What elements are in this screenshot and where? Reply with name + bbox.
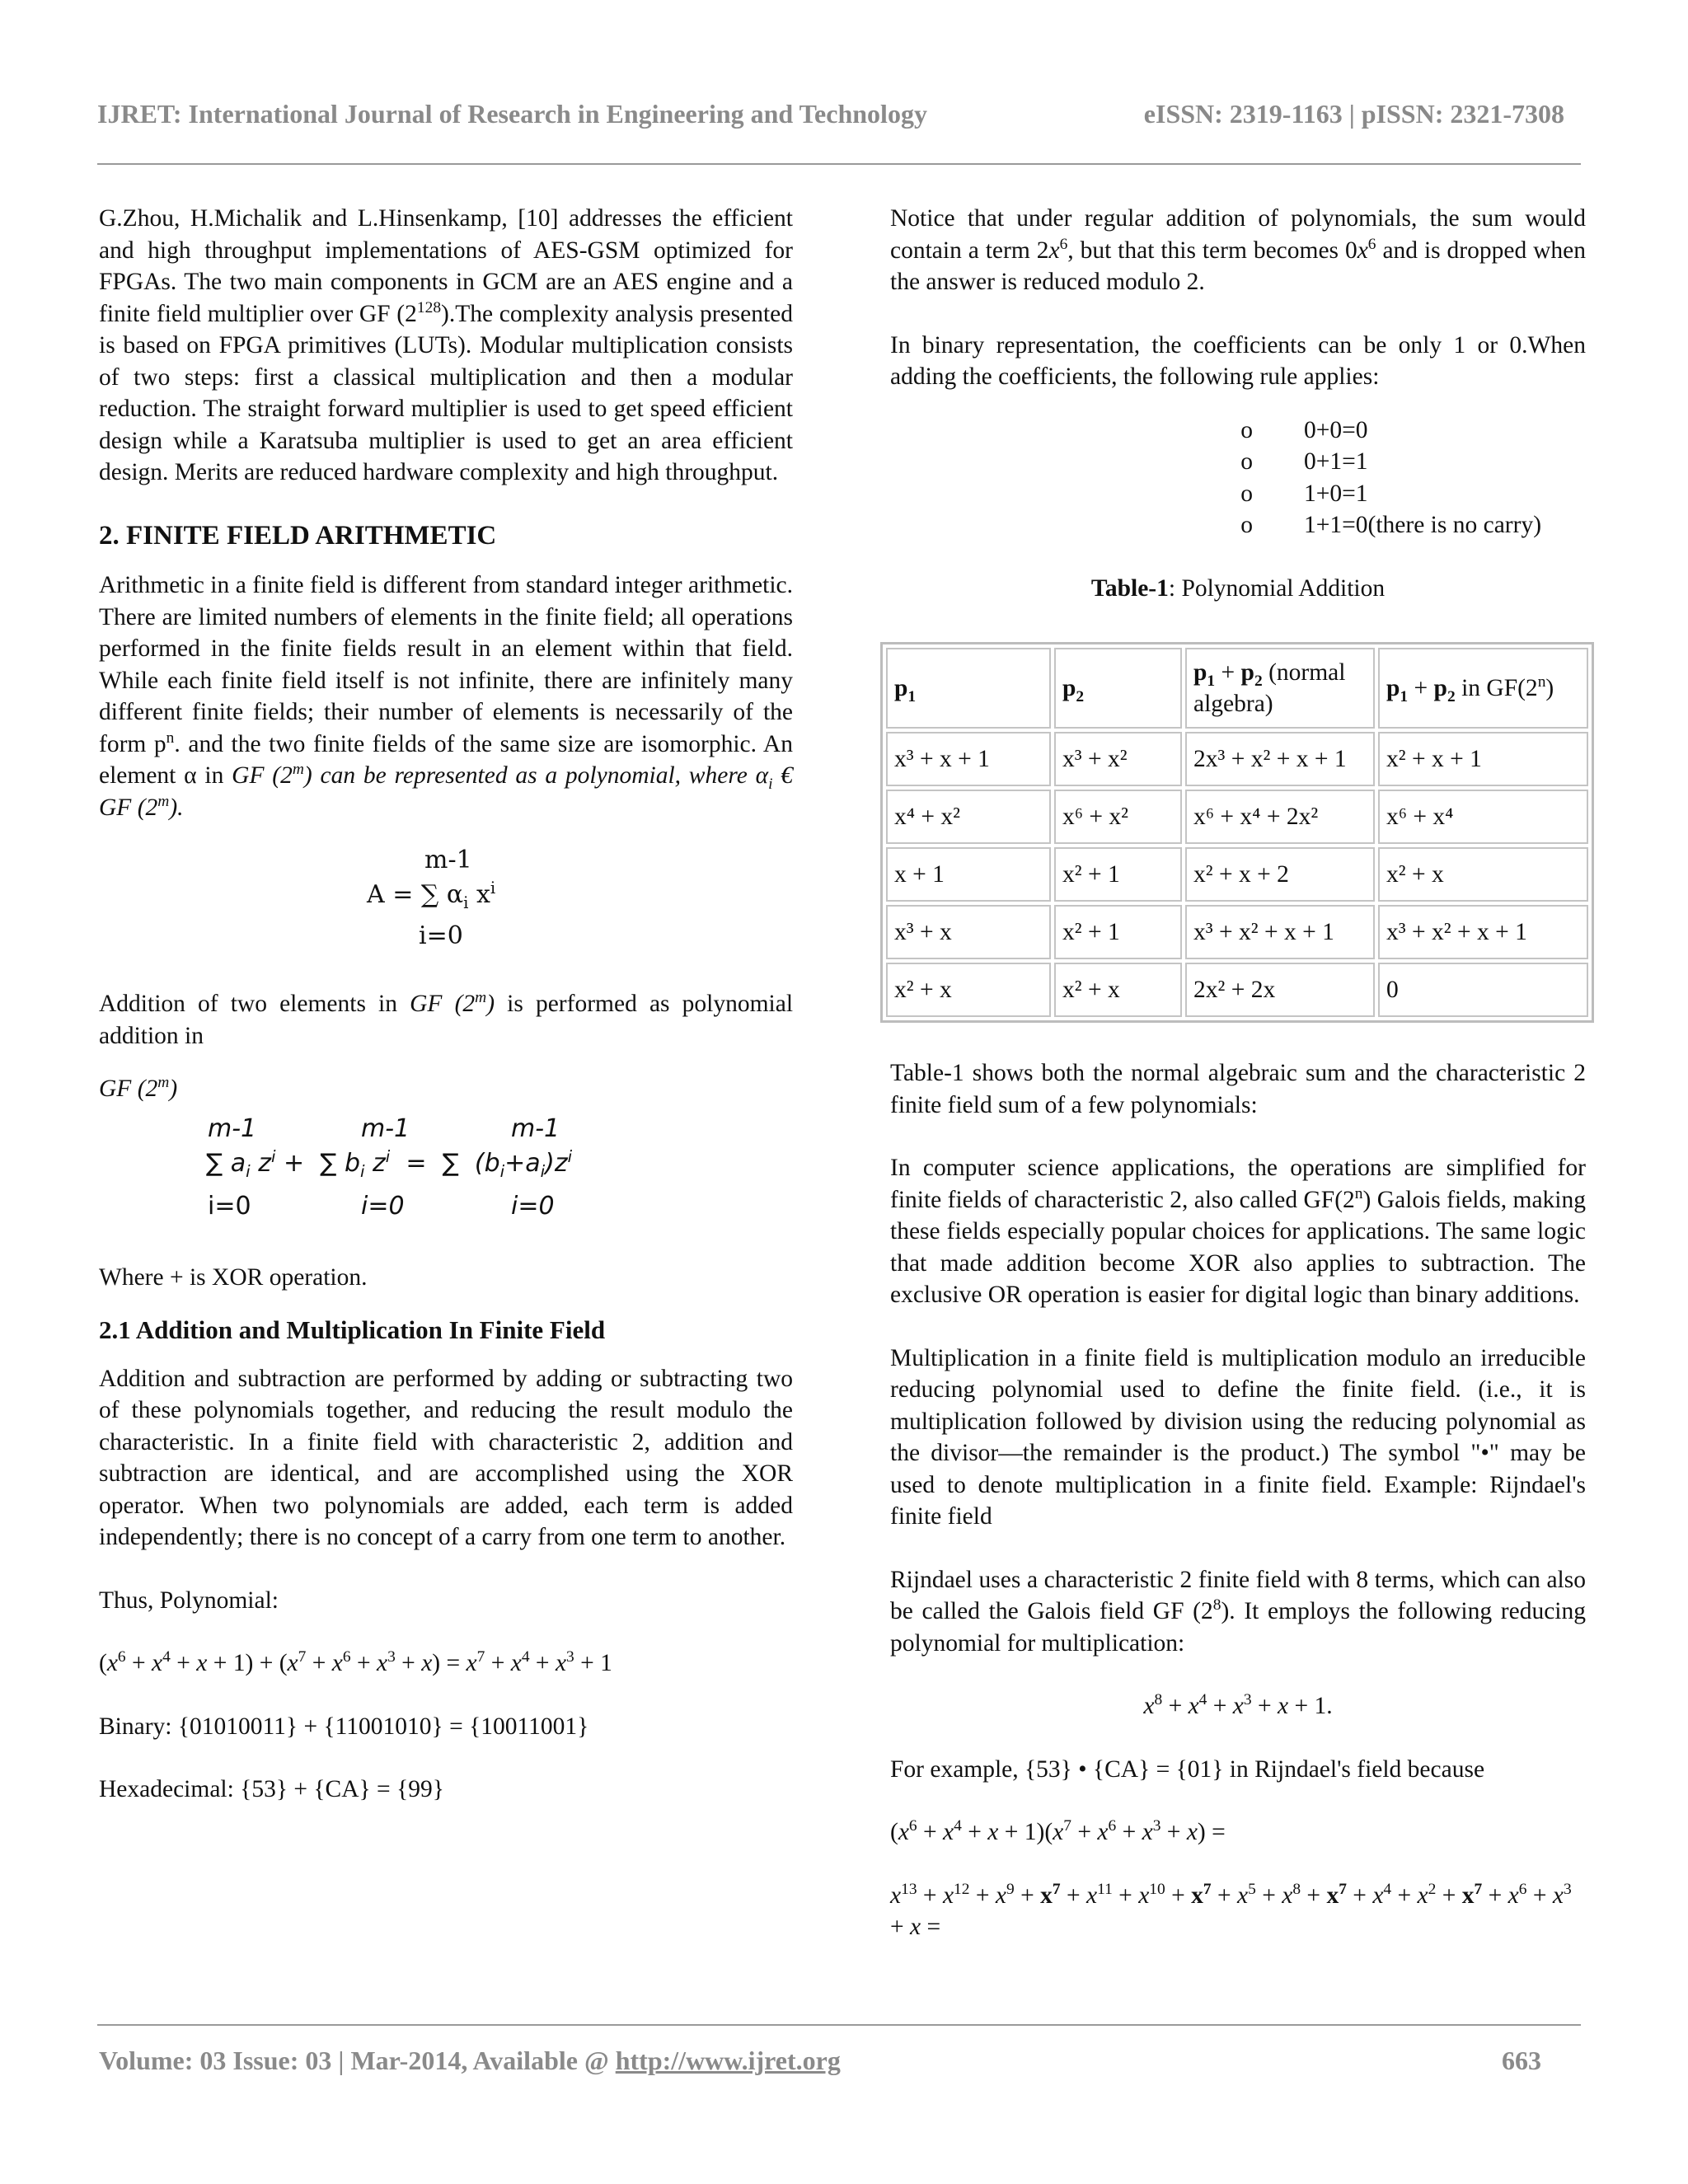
table-cell: x² + x + 1	[1378, 732, 1588, 786]
column-header-p1: $p_1$	[886, 648, 1051, 729]
table-row	[886, 790, 1588, 844]
polynomial-sum: $(x^6 + x^4 + x + 1) + (x^7 + x^6 + x^3 + x) = x^7 + x^4 + x^3 + 1$	[99, 1648, 612, 1676]
right-column	[890, 203, 1586, 1975]
section-2-paragraph: Arithmetic in a finite field is different from standard integer arithmetic. There are limited numbers of elements in the finite field; all operations performed in the finite fields result in an element within that field. While each finite field itself is not infinite, there are infinitely many different finite fields; their number of elements is necessarily of the form $p^n$. and the two finite fields of the same size are isomorphic. An element α in GF (2$^m$) can be represented as a polynomial, where $\alpha_i$ € GF (2$^m$).	[99, 572, 794, 821]
cs-applications-paragraph: In computer science applications, the operations are simplified for finite fields of characteristic 2, also called GF(2$^n$) Galois fields, making these fields especially popular choices for applications. The same logic that made addition become XOR also applies to subtraction. The exclusive OR operation is easier for digital logic than binary additions.	[890, 1155, 1586, 1308]
table-cell: x³ + x + 1	[886, 732, 1051, 786]
section-2-heading: 2. FINITE FIELD ARITHMETIC	[99, 520, 497, 551]
thus-label: Thus, Polynomial:	[99, 1586, 279, 1614]
notice-paragraph: Notice that under regular addition of polynomials, the sum would contain a term $2x^6$, but that this term becomes $0x^6$ and is dropped when the answer is reduced modulo 2.	[890, 205, 1587, 295]
table-cell: x³ + x² + x + 1	[1378, 905, 1588, 959]
table-cell: 2x³ + x² + x + 1	[1185, 732, 1375, 786]
list-item: o 1+1=0(there is no carry)	[1240, 512, 1542, 538]
example-sentence: For example, {53} • {CA} = {01} in Rijndael's field because	[890, 1755, 1485, 1783]
rijndael-paragraph: Rijndael uses a characteristic 2 finite field with 8 terms, which can also be called the Galois field GF $(2^8)$. It employs the following reducing polynomial for multiplication:	[890, 1566, 1586, 1657]
table-cell: x⁴ + x²	[886, 790, 1051, 844]
table-cell: x³ + x²	[1054, 732, 1182, 786]
table-1-description: Table-1 shows both the normal algebraic sum and the characteristic 2 finite field sum of a few polynomials:	[890, 1060, 1586, 1118]
table-row	[886, 732, 1588, 786]
table-row	[886, 963, 1588, 1017]
product-expression: $(x^6 + x^4 + x + 1)(x^7 + x^6 + x^3 + x)$ =	[890, 1817, 1226, 1845]
footer-divider	[97, 2024, 1581, 2026]
table-cell: x² + 1	[1054, 847, 1182, 902]
table-header-row	[886, 648, 1588, 729]
table-cell: x³ + x² + x + 1	[1185, 905, 1375, 959]
sum-formula-1: m-1 A = ∑ $\alpha_i$ $x^i$ i=0	[367, 846, 496, 950]
gf-label: GF (2$^m$)	[99, 1074, 178, 1102]
sum-formula-2: m-1 m-1 m-1 ∑ $a_i$ $z^i$ + ∑ $b_i$ $z^i$ = ∑ $(b_i+a_i)z^i$ i=0 i=0 i=0	[206, 1113, 573, 1221]
issn-label: eISSN: 2319-1163 | pISSN: 2321-7308	[1143, 99, 1564, 129]
table-cell: 0	[1378, 963, 1588, 1017]
table-row	[886, 847, 1588, 902]
list-item: o 0+0=0	[1240, 416, 1368, 443]
table-cell: x² + x + 2	[1185, 847, 1375, 902]
binary-rule-paragraph: In binary representation, the coefficients can be only 1 or 0.When adding the coefficients, the following rule applies:	[890, 331, 1586, 390]
table-cell: x³ + x	[886, 905, 1051, 959]
table-cell: x⁶ + x⁴	[1378, 790, 1588, 844]
table-cell: x⁶ + x⁴ + 2x²	[1185, 790, 1375, 844]
xor-note: Where + is XOR operation.	[99, 1263, 368, 1291]
table-cell: x² + x	[1054, 963, 1182, 1017]
list-item: o 0+1=1	[1240, 448, 1368, 475]
addition-paragraph: Addition of two elements in GF (2$^m$) is performed as polynomial addition in	[99, 989, 794, 1049]
hex-sum: Hexadecimal: {53} + {CA} = {99}	[99, 1776, 444, 1802]
section-2-1-paragraph: Addition and subtraction are performed by adding or subtracting two of these polynomials together, and reducing the result modulo the characteristic. In a finite field with characteristic 2, addition and subtraction are identical, and are accomplished using the XOR operator. When two polynomials are added, each term is added independently; there is no concept of a carry from one term to another.	[99, 1365, 793, 1550]
page-footer	[99, 2046, 1541, 2076]
page-number: 663	[1502, 2046, 1541, 2075]
list-item: o 1+0=1	[1240, 480, 1368, 507]
table-cell: x + 1	[886, 847, 1051, 902]
header-divider	[97, 163, 1581, 165]
table-cell: x² + 1	[1054, 905, 1182, 959]
addition-rule-list	[890, 415, 1586, 541]
journal-link[interactable]: http://www.ijret.org	[615, 2046, 841, 2075]
journal-title: IJRET: International Journal of Research in Engineering and Technology	[97, 99, 927, 129]
section-2-1-heading: 2.1 Addition and Multiplication In Finite Field	[99, 1315, 606, 1344]
column-header-p2: $p_2$	[1054, 648, 1182, 729]
intro-paragraph: G.Zhou, H.Michalik and L.Hinsenkamp, [10] addresses the efficient and high throughput implementations of AES-GSM optimized for FPGAs. The two main components in GCM are an AES engine and a finite field multiplier over GF $(2^{128}).The$ complexity analysis presented is based on FPGA primitives (LUTs). Modular multiplication consists of two steps: first a classical multiplication and then a modular reduction. The straight forward multiplier is used to get speed efficient design while a Karatsuba multiplier is used to get an area efficient design. Merits are reduced hardware complexity and high throughput.	[99, 205, 793, 485]
product-expansion: $x^{13} + x^{12} + x^9 + x^7 + x^{11} + x^{10} + x^7 + x^5 + x^8 + x^7 + x^4 + x^2 + x^7 + x^6 + x^3 + x$ =	[890, 1880, 1572, 1940]
table-cell: x² + x	[1378, 847, 1588, 902]
table-caption: Table-1: Polynomial Addition	[1090, 574, 1386, 602]
volume-info: Volume: 03 Issue: 03 | Mar-2014, Available @ http://www.ijret.org	[99, 2046, 841, 2075]
table-cell: x² + x	[886, 963, 1051, 1017]
table-cell: 2x² + 2x	[1185, 963, 1375, 1017]
column-header-normal-sum: $p_1 + p_2$ (normal algebra)	[1185, 648, 1375, 729]
table-cell: x⁶ + x²	[1054, 790, 1182, 844]
table-row	[886, 905, 1588, 959]
reducing-polynomial: $x^8 + x^4 + x^3 + x + 1$.	[1143, 1691, 1333, 1719]
left-column	[99, 203, 793, 1837]
page-header	[97, 99, 1564, 129]
polynomial-addition-table	[880, 642, 1594, 1023]
column-header-gf-sum: $p_1 + p_2$ in GF(2$^n$)	[1378, 648, 1588, 729]
multiplication-paragraph: Multiplication in a finite field is multiplication modulo an irreducible reducing polynomial used to define the finite field. (i.e., it is multiplication followed by division using the reducing polynomial as the divisor—the remainder is the product.) The symbol "•" may be used to denote multiplication in a finite field. Example: Rijndael's finite field	[890, 1344, 1586, 1530]
binary-sum: Binary: {01010011} + {11001010} = {10011001}	[99, 1713, 589, 1740]
